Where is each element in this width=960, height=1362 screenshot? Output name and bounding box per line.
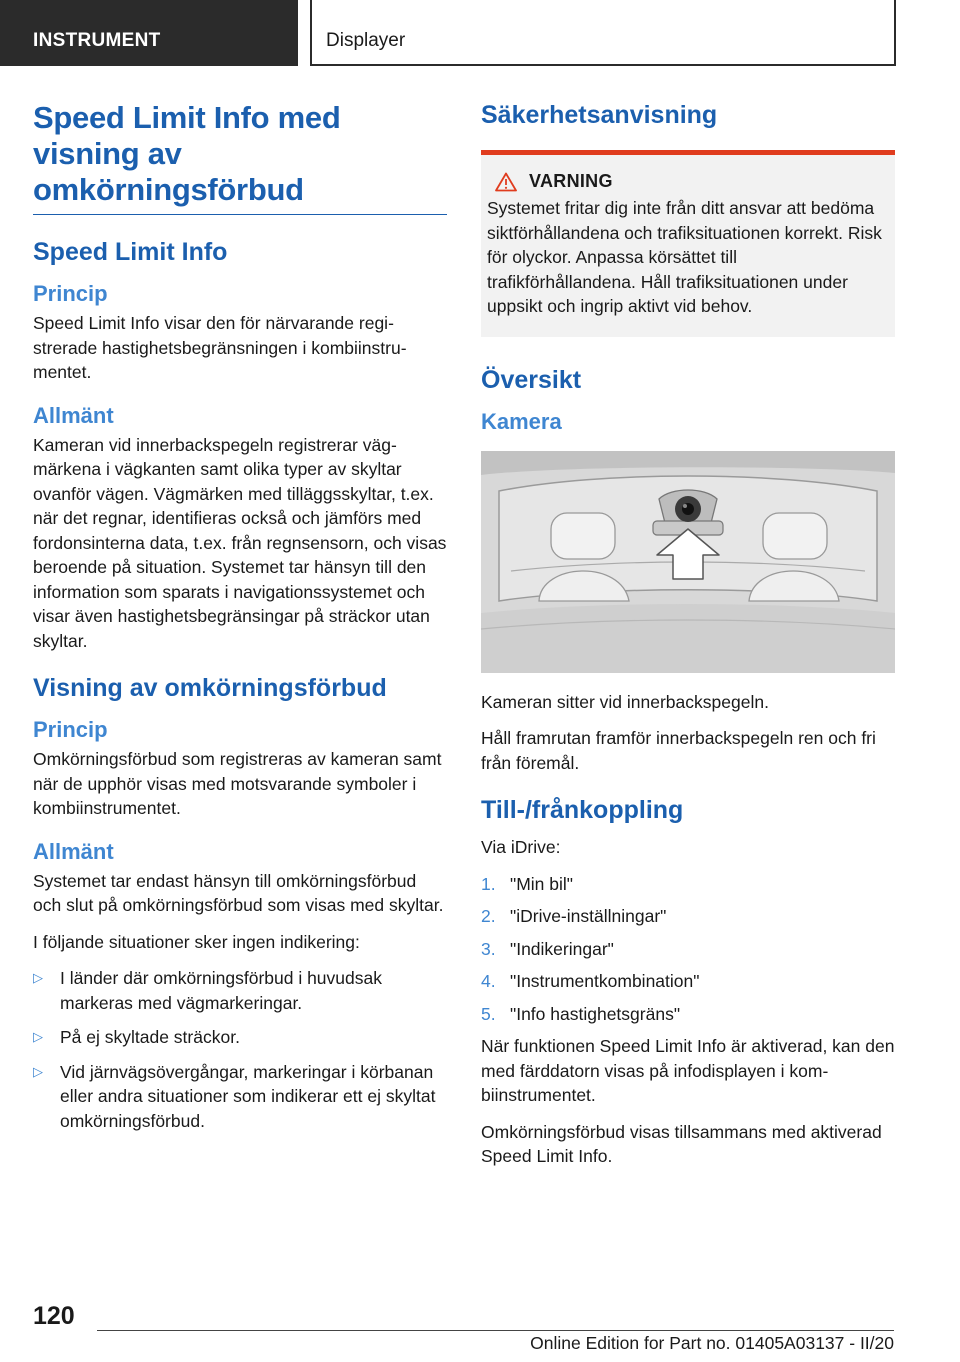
page-header bbox=[0, 0, 960, 66]
heading-visning: Visning av omkörningsförbud bbox=[33, 674, 387, 702]
heading-till-fran: Till-/frånkoppling bbox=[481, 796, 684, 824]
camera-illustration bbox=[481, 451, 895, 673]
heading-oversikt: Översikt bbox=[481, 365, 582, 394]
list-item: 1. "Min bil" bbox=[481, 873, 573, 894]
edition-text: Online Edition for Part no. 01405A03137 - II/20 bbox=[530, 1333, 894, 1353]
left-column bbox=[33, 100, 447, 1143]
page-title: Speed Limit Info med visning av omkörningsförbud bbox=[33, 100, 447, 215]
paragraph-princip-1: Speed Limit Info visar den för närvarande registrerade hastighetsbegränsningen i kombiinstrumentet. bbox=[33, 313, 407, 382]
right-column bbox=[481, 100, 895, 1181]
steps-list bbox=[481, 872, 895, 1027]
page-number: 120 bbox=[33, 1302, 75, 1330]
heading-allmant-2: Allmänt bbox=[33, 838, 114, 864]
list-item: 3. "Indikeringar" bbox=[481, 938, 614, 959]
warning-label: VARNING bbox=[529, 171, 613, 191]
list-item: 2. "iDrive-inställningar" bbox=[481, 906, 667, 926]
paragraph-allmant-2: Systemet tar endast hänsyn till omkörningsförbud och slut på omkörningsförbud som visas med skyltar. bbox=[33, 870, 444, 915]
list-item: ▷ I länder där omkörningsförbud i huvudsak markeras med vägmarkeringar. bbox=[33, 968, 382, 1013]
section-tab bbox=[0, 0, 298, 66]
heading-kamera: Kamera bbox=[481, 408, 562, 434]
paragraph-allmant-1: Kameran vid innerbackspegeln registrerar vägmärkena i vägkanten samt olika typer av skyltar ovanför vägen. Vägmärken med tilläggsskyltar, t.ex. när det regnar, identifieras också och jämförs med fordonsinterna data, t.ex. från regnsensorn, och visas beroende på situation. Systemet tar hänsyn till den information som sparats i navigationssystemet och visar även hastighetsbegränsingar på sträckor utan skyltar. bbox=[33, 434, 447, 651]
paragraph-kamera-2: Håll framrutan framför innerbackspegeln ren och fri från föremål. bbox=[481, 728, 876, 773]
paragraph-foljande: I följande situationer sker ingen indikering: bbox=[33, 931, 360, 952]
paragraph-princip-2: Omkörningsförbud som registreras av kameran samt när de upphör visas med motsvarande symboler i kombiinstrumentet. bbox=[33, 749, 442, 818]
bullet-list bbox=[33, 966, 447, 1133]
bullet-triangle-icon: ▷ bbox=[33, 970, 43, 985]
heading-allmant-1: Allmänt bbox=[33, 402, 114, 428]
chapter-tab bbox=[310, 0, 896, 66]
heading-princip-2: Princip bbox=[33, 717, 108, 742]
heading-princip-1: Princip bbox=[33, 281, 108, 306]
paragraph-omk: Omkörningsförbud visas tillsammans med aktiverad Speed Limit Info. bbox=[481, 1121, 882, 1166]
chapter-label: Displayer bbox=[326, 30, 406, 51]
paragraph-kamera-1: Kameran sitter vid innerbackspegeln. bbox=[481, 691, 769, 712]
list-item: ▷ Vid järnvägsövergångar, markeringar i körbanan eller andra situationer som indikerar ett ej skyltat omkörningsförbud. bbox=[33, 1061, 436, 1131]
paragraph-nar: När funktionen Speed Limit Info är aktiverad, kan den med färddatorn visas på infodisplayen i kombiinstrumentet. bbox=[481, 1036, 895, 1105]
list-item: ▷ På ej skyltade sträckor. bbox=[33, 1025, 447, 1050]
footer-divider bbox=[97, 1330, 894, 1331]
list-item: 4. "Instrumentkombination" bbox=[481, 971, 700, 991]
list-item: 5. "Info hastighetsgräns" bbox=[481, 1003, 681, 1024]
bullet-triangle-icon: ▷ bbox=[33, 1063, 43, 1079]
heading-sakerhet: Säkerhetsanvisning bbox=[481, 101, 718, 129]
warning-text: Systemet fritar dig inte från ditt ansvar att bedöma siktförhållandena och trafiksituationen korrekt. Risk för olyckor. Anpassa körsättet till trafikförhållandena. Håll trafiksituationen under uppsikt och ingrip aktivt vid behov. bbox=[487, 198, 882, 316]
bullet-triangle-icon: ▷ bbox=[33, 1029, 43, 1044]
section-label: INSTRUMENT bbox=[33, 30, 161, 51]
warning-box bbox=[481, 150, 895, 337]
heading-speed-limit-info: Speed Limit Info bbox=[33, 238, 228, 266]
paragraph-via-idrive: Via iDrive: bbox=[481, 837, 561, 857]
warning-triangle-icon bbox=[495, 172, 517, 192]
warning-title bbox=[487, 171, 887, 192]
